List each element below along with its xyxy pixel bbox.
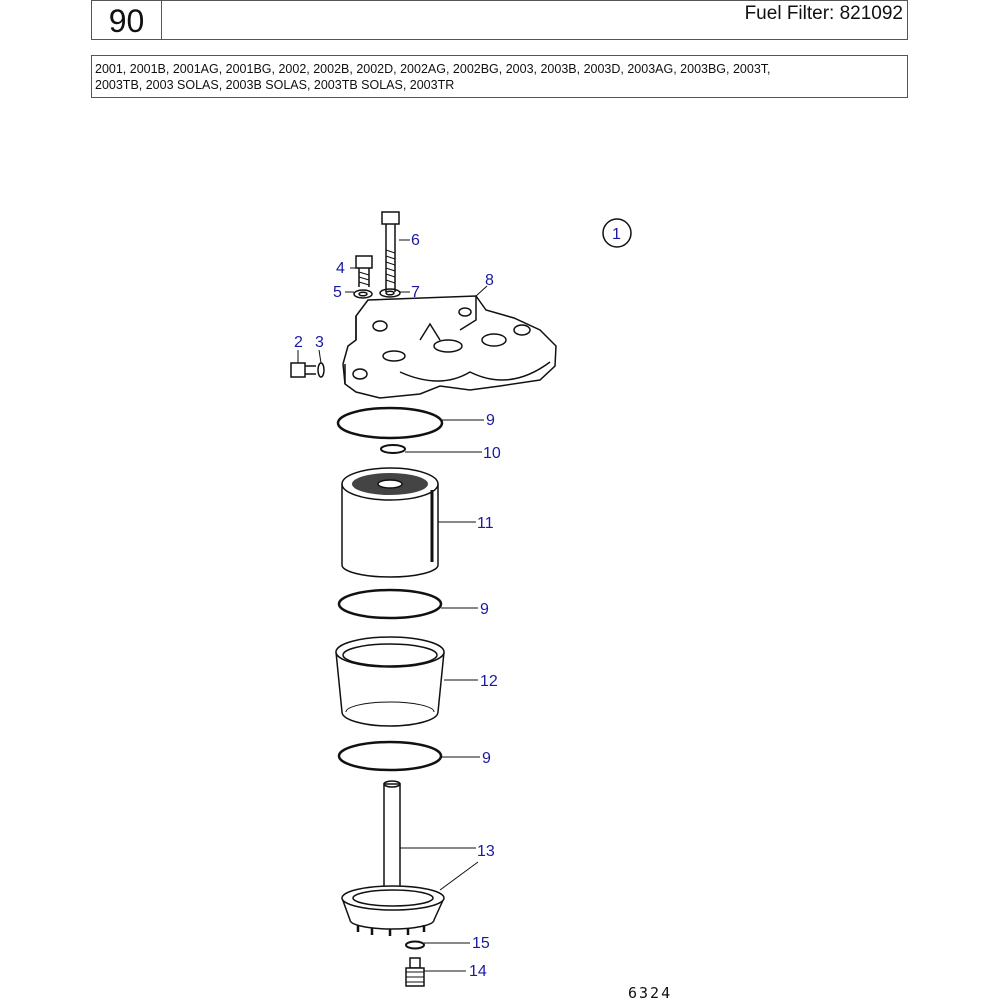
- callout-13: 13: [477, 843, 495, 860]
- part-base-standpipe: [342, 781, 444, 936]
- callout-9-middle: 9: [480, 601, 489, 618]
- callout-11: 11: [477, 515, 494, 532]
- part-bowl: [336, 637, 444, 726]
- callout-9-lower: 9: [482, 750, 491, 767]
- part-drain-screw: [406, 958, 424, 986]
- callout-6: 6: [411, 232, 420, 249]
- callout-8: 8: [485, 272, 494, 289]
- callout-14: 14: [469, 963, 487, 980]
- callout-12: 12: [480, 673, 498, 690]
- callout-4: 4: [336, 260, 345, 277]
- part-o-ring-small: [381, 445, 405, 453]
- part-filter-cartridge: [342, 468, 438, 577]
- part-o-ring-lower: [339, 742, 441, 770]
- callout-15: 15: [472, 935, 490, 952]
- callout-3: 3: [315, 334, 324, 351]
- part-bolt-long: [382, 212, 399, 292]
- part-o-ring-middle: [339, 590, 441, 618]
- part-bolt-short: [356, 256, 372, 287]
- callout-2: 2: [294, 334, 303, 351]
- callout-9-upper: 9: [486, 412, 495, 429]
- part-washer-7: [380, 289, 400, 297]
- part-o-ring-bottom: [406, 942, 424, 949]
- model-list-line-1: 2001, 2001B, 2001AG, 2001BG, 2002, 2002B, 2002D, 2002AG, 2002BG, 2003, 2003B, 2003D, 2003AG, 2003BG, 2003T,: [95, 62, 771, 76]
- callout-10: 10: [483, 445, 501, 462]
- part-filter-head: [343, 296, 556, 398]
- page-number: 90: [92, 1, 162, 39]
- variant-marker-label: 1: [612, 226, 621, 243]
- figure-number: 6324: [628, 984, 673, 1002]
- part-washer-5: [354, 290, 372, 298]
- part-plug: [291, 363, 316, 377]
- part-plug-washer: [318, 363, 324, 377]
- model-list-line-2: 2003TB, 2003 SOLAS, 2003B SOLAS, 2003TB SOLAS, 2003TR: [95, 78, 455, 92]
- callout-7: 7: [411, 284, 420, 301]
- page-title: Fuel Filter: 821092: [744, 3, 903, 24]
- part-o-ring-upper: [338, 408, 442, 438]
- callout-5: 5: [333, 284, 342, 301]
